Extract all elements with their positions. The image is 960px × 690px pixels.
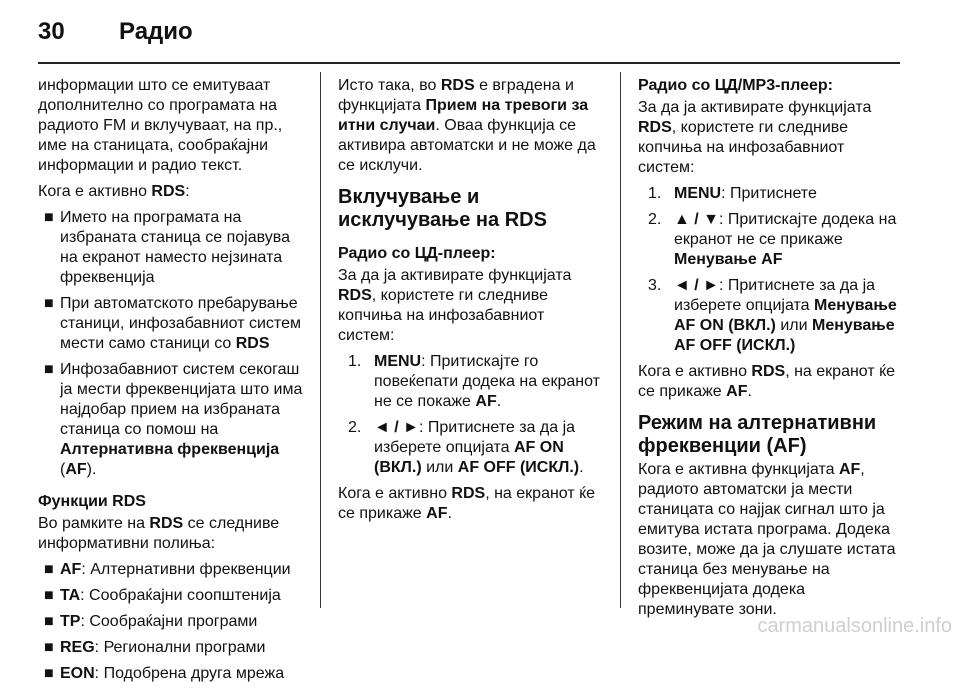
column-1 (38, 76, 306, 690)
column-2 (338, 76, 604, 530)
header-rule (38, 62, 900, 64)
section-heading: Режим на алтернативни фреквенции (AF) (638, 412, 877, 457)
frame-paragraph: Во рамките на RDS се следниве информативни полиња: (38, 515, 280, 552)
activate-paragraph: За да ја активирате функцијата RDS, користете ги следниве копчиња на инфозабавниот систем: (338, 267, 572, 344)
section-subtitle: Радио со ЦД/MP3-плеер: (638, 77, 833, 94)
section-heading: Вклучување и исклучување на RDS (338, 186, 547, 231)
column-divider (320, 72, 321, 608)
page-title: Радио (119, 18, 193, 45)
list-item: ■ AF: Алтернативни фреквенции (44, 561, 291, 578)
list-item: ■ EON: Подобрена друга мрежа (44, 665, 285, 682)
page-number: 30 (38, 18, 65, 45)
bullet-icon: ■ (44, 587, 54, 604)
list-item: ■ TA: Сообраќајни соопштенија (44, 587, 281, 604)
result-paragraph: Кога е активно RDS, на екранот ќе се прикаже AF. (638, 363, 896, 400)
column-divider (620, 72, 621, 608)
list-item: ■ TP: Сообраќајни програми (44, 613, 258, 630)
page-header (38, 18, 928, 54)
bullet-icon: ■ (44, 295, 54, 312)
step-item: 2. ▲ / ▼: Притискајте додека на екранот не се прикаже Менување AF (648, 211, 897, 268)
rds-active-line: Кога е активно RDS: (38, 183, 190, 200)
list-item: ■ REG: Регионални програми (44, 639, 266, 656)
intro-paragraph: информации што се емитуваат дополнително со програмата на радиото FM и вклучуваат, на пр., име на станицата, сообраќајни информации и радио текст. (38, 77, 283, 174)
step-item: 3. ◄ / ►: Притиснете за да ја изберете опцијата Менување AF ON (ВКЛ.) или Менување AF OFF (ИСКЛ.) (648, 277, 897, 354)
bullet-icon: ■ (44, 209, 54, 226)
bullet-icon: ■ (44, 613, 54, 630)
fields-list (38, 560, 306, 684)
list-item: ■ Името на програмата на избраната станица се појавува на екранот наместо нејзината фреквенција (44, 209, 290, 286)
bullet-icon: ■ (44, 561, 54, 578)
step-item: 2. ◄ / ►: Притиснете за да ја изберете опцијата AF ON (ВКЛ.) или AF OFF (ИСКЛ.). (348, 419, 584, 476)
list-item: ■ Инфозабавниот систем секогаш ја мести фреквенцијата што има најдобар прием на избраната станица со помош на Алтернативна фреквенција (AF). (44, 361, 303, 478)
bullet-icon: ■ (44, 361, 54, 378)
result-paragraph: Кога е активно RDS, на екранот ќе се прикаже AF. (338, 485, 596, 522)
af-paragraph: Кога е активна функцијата AF, радиото автоматски ја мести станицата со најјак сигнал што ја емитува истата програма. Додека возите, може да ја слушате истата станица без менување на фреквенцијата додека преминувате зони. (638, 461, 896, 618)
alarm-paragraph: Исто така, во RDS е вградена и функцијата Прием на тревоги за итни случаи. Оваа функција се активира автоматски и не може да се исклучи. (338, 77, 596, 174)
column-3 (638, 76, 904, 626)
section-subtitle: Функции RDS (38, 493, 146, 510)
step-item: 1. MENU: Притиснете (648, 185, 817, 202)
section-subtitle: Радио со ЦД-плеер: (338, 245, 496, 262)
bullet-icon: ■ (44, 639, 54, 656)
bullet-icon: ■ (44, 665, 54, 682)
list-item: ■ При автоматското пребарување станици, инфозабавниот систем мести само станици со RDS (44, 295, 301, 352)
activate-paragraph: За да ја активирате функцијата RDS, користете ги следниве копчиња на инфозабавниот систем: (638, 99, 872, 176)
step-item: 1. MENU: Притискајте го повеќепати додека на екранот не се покаже AF. (348, 353, 600, 410)
watermark: carmanualsonline.info (757, 615, 952, 637)
